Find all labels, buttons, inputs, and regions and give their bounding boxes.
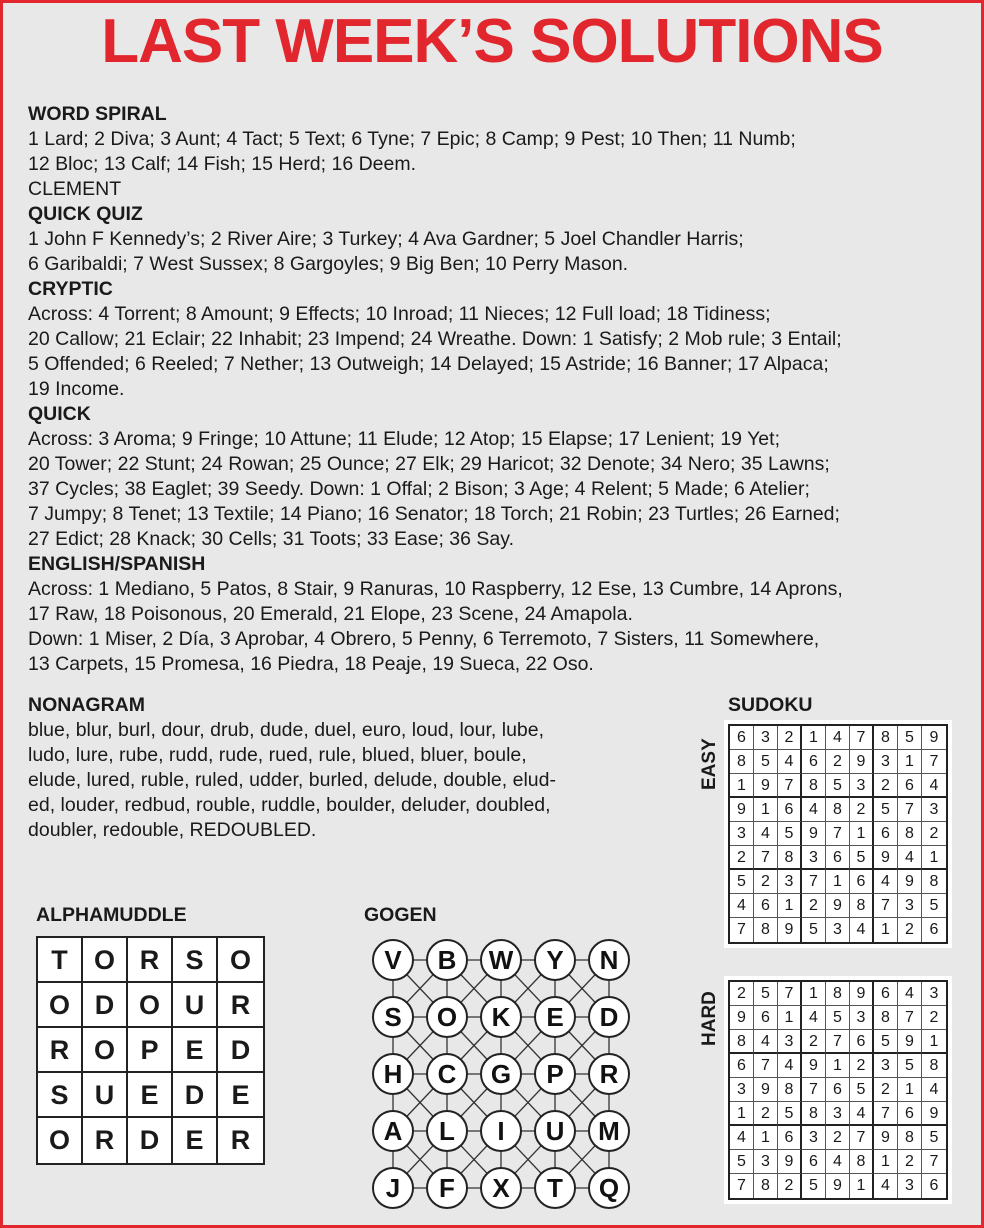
sudoku-cell: 7: [874, 894, 898, 918]
sudoku-cell: 5: [898, 726, 922, 750]
sudoku-cell: 5: [898, 1054, 922, 1078]
sudoku-cell: 6: [898, 774, 922, 798]
sudoku-cell: 9: [898, 1030, 922, 1054]
section-line: 13 Carpets, 15 Promesa, 16 Piedra, 18 Peaje, 19 Sueca, 22 Oso.: [28, 653, 594, 675]
nonagram-line: doubler, redouble, REDOUBLED.: [28, 819, 317, 841]
alphamuddle-cell: D: [83, 983, 128, 1028]
gogen-letter: S: [384, 1002, 402, 1032]
sudoku-cell: 7: [826, 822, 850, 846]
sudoku-cell: 4: [778, 1054, 802, 1078]
gogen-letter: B: [437, 945, 457, 975]
section-line: 12 Bloc; 13 Calf; 14 Fish; 15 Herd; 16 Deem.: [28, 153, 417, 175]
gogen-letter: R: [599, 1059, 619, 1089]
sudoku-cell: 8: [874, 726, 898, 750]
sudoku-cell: 3: [754, 1150, 778, 1174]
alphamuddle-cell: E: [173, 1118, 218, 1163]
gogen-letter: C: [437, 1059, 457, 1089]
section-line: 17 Raw, 18 Poisonous, 20 Emerald, 21 Elope, 23 Scene, 24 Amapola.: [28, 603, 633, 625]
sudoku-cell: 7: [802, 870, 826, 894]
alphamuddle-cell: D: [173, 1073, 218, 1118]
sudoku-cell: 3: [826, 1102, 850, 1126]
sudoku-cell: 2: [922, 822, 946, 846]
sudoku-cell: 8: [778, 1078, 802, 1102]
section-line: 1 John F Kennedy’s; 2 River Aire; 3 Turkey; 4 Ava Gardner; 5 Joel Chandler Harris;: [28, 228, 744, 250]
sudoku-cell: 5: [730, 1150, 754, 1174]
sudoku-cell: 6: [778, 1126, 802, 1150]
sudoku-cell: 9: [778, 1150, 802, 1174]
sudoku-cell: 4: [898, 846, 922, 870]
alphamuddle-cell: R: [38, 1028, 83, 1073]
sudoku-cell: 9: [922, 726, 946, 750]
sudoku-cell: 8: [850, 1150, 874, 1174]
gogen-letter: L: [439, 1116, 455, 1146]
alphamuddle-cell: O: [128, 983, 173, 1028]
sudoku-cell: 7: [922, 750, 946, 774]
sudoku-cell: 3: [778, 870, 802, 894]
sudoku-cell: 7: [826, 1030, 850, 1054]
alphamuddle-cell: O: [38, 983, 83, 1028]
sudoku-cell: 9: [898, 870, 922, 894]
alphamuddle-heading: ALPHAMUDDLE: [36, 904, 187, 926]
gogen-letter: M: [598, 1116, 620, 1146]
gogen-letter: J: [385, 1173, 401, 1203]
sudoku-cell: 6: [929, 1177, 939, 1194]
section-heading: ENGLISH/SPANISH: [28, 553, 206, 575]
sudoku-cell: 2: [826, 750, 850, 774]
sudoku-cell: 7: [730, 1174, 754, 1198]
sudoku-cell: 4: [826, 1150, 850, 1174]
sudoku-cell: 1: [922, 1030, 946, 1054]
gogen-heading: GOGEN: [364, 904, 437, 926]
sudoku-cell: 2: [826, 1126, 850, 1150]
sudoku-cell: 2: [922, 1006, 946, 1030]
sudoku-cell: 3: [850, 1006, 874, 1030]
sudoku-cell: 5: [802, 918, 826, 942]
sudoku-cell: 1: [802, 726, 826, 750]
sudoku-cell: 6: [730, 726, 754, 750]
sudoku-cell: 4: [850, 918, 874, 942]
gogen-letter: P: [546, 1059, 564, 1089]
nonagram-heading: NONAGRAM: [28, 694, 145, 716]
sudoku-cell: 4: [730, 894, 754, 918]
sudoku-cell: 6: [778, 798, 802, 822]
sudoku-cell: 8: [826, 982, 850, 1006]
sudoku-cell: 9: [850, 982, 874, 1006]
sudoku-cell: 6: [826, 1078, 850, 1102]
sudoku-cell: 4: [898, 982, 922, 1006]
sudoku-cell: 4: [874, 870, 898, 894]
sudoku-cell: 6: [929, 921, 939, 938]
sudoku-cell: 3: [730, 822, 754, 846]
section-line: Down: 1 Miser, 2 Día, 3 Aprobar, 4 Obrero, 5 Penny, 6 Terremoto, 7 Sisters, 11 Somewhere,: [28, 628, 820, 650]
sudoku-cell: 5: [802, 1174, 826, 1198]
section-line: Across: 4 Torrent; 8 Amount; 9 Effects; 10 Inroad; 11 Nieces; 12 Full load; 18 Tidiness;: [28, 303, 771, 325]
sudoku-cell: 5: [874, 798, 898, 822]
sudoku-cell: 5: [826, 774, 850, 798]
alphamuddle-cell: R: [218, 983, 263, 1028]
sudoku-cell: 2: [778, 726, 802, 750]
easy-label: EASY: [699, 738, 720, 790]
sudoku-cell: 9: [730, 1006, 754, 1030]
sudoku-cell: 4: [802, 1006, 826, 1030]
gogen-letter: F: [439, 1173, 455, 1203]
sudoku-cell: 5: [922, 894, 946, 918]
alphamuddle-cell: O: [83, 938, 128, 983]
sudoku-cell: 1: [826, 1054, 850, 1078]
sudoku-cell: 1: [874, 1150, 898, 1174]
sudoku-cell: 8: [922, 1054, 946, 1078]
alphamuddle-cell: U: [83, 1073, 128, 1118]
sudoku-cell: 6: [850, 870, 874, 894]
sudoku-cell: 7: [850, 726, 874, 750]
sudoku-cell: 6: [802, 750, 826, 774]
sudoku-cell: 3: [898, 894, 922, 918]
sudoku-cell: 6: [826, 846, 850, 870]
sudoku-cell: 3: [826, 918, 850, 942]
sudoku-cell: 1: [874, 918, 898, 942]
alphamuddle-cell: T: [38, 938, 83, 983]
gogen-letter: Y: [546, 945, 564, 975]
sudoku-cell: 6: [874, 982, 898, 1006]
gogen-letter: T: [547, 1173, 563, 1203]
sudoku-cell: 2: [850, 1054, 874, 1078]
section-heading: CRYPTIC: [28, 278, 113, 300]
sudoku-cell: 5: [874, 1030, 898, 1054]
sudoku-cell: 1: [850, 822, 874, 846]
sudoku-cell: 9: [754, 1078, 778, 1102]
nonagram-line: ed, louder, redbud, rouble, ruddle, boulder, deluder, doubled,: [28, 794, 551, 816]
gogen-letter: U: [545, 1116, 565, 1146]
sudoku-cell: 9: [874, 846, 898, 870]
sudoku-cell: 9: [874, 1126, 898, 1150]
sudoku-cell: 5: [826, 1006, 850, 1030]
page-title: LAST WEEK’S SOLUTIONS: [101, 7, 883, 76]
sudoku-cell: 2: [802, 894, 826, 918]
sudoku-cell: 6: [730, 1054, 754, 1078]
sudoku-cell: 5: [922, 1126, 946, 1150]
sudoku-cell: 8: [826, 798, 850, 822]
alphamuddle-cell: D: [218, 1028, 263, 1073]
sudoku-cell: 7: [850, 1126, 874, 1150]
sudoku-cell: 1: [826, 870, 850, 894]
gogen-letter: Q: [598, 1173, 620, 1203]
gogen-letter: I: [497, 1116, 505, 1146]
sudoku-cell: 9: [778, 918, 802, 942]
sudoku-cell: 7: [898, 798, 922, 822]
sudoku-cell: 2: [778, 1174, 802, 1198]
sudoku-cell: 1: [922, 846, 946, 870]
gogen-letter: E: [546, 1002, 564, 1032]
alphamuddle-cell: R: [230, 1125, 251, 1155]
section-line: 1 Lard; 2 Diva; 3 Aunt; 4 Tact; 5 Text; 6 Tyne; 7 Epic; 8 Camp; 9 Pest; 10 Then; 11 Numb;: [28, 128, 796, 150]
sudoku-cell: 8: [922, 870, 946, 894]
sudoku-cell: 4: [754, 822, 778, 846]
alphamuddle-cell: E: [218, 1073, 263, 1118]
alphamuddle-cell: S: [173, 938, 218, 983]
sudoku-cell: 9: [826, 1174, 850, 1198]
sudoku-cell: 7: [754, 1054, 778, 1078]
sudoku-cell: 3: [922, 798, 946, 822]
sudoku-cell: 7: [730, 918, 754, 942]
sudoku-cell: 9: [826, 894, 850, 918]
sudoku-cell: 5: [754, 750, 778, 774]
sudoku-cell: 3: [874, 1054, 898, 1078]
alphamuddle-cell: R: [128, 938, 173, 983]
sudoku-cell: 8: [778, 846, 802, 870]
sudoku-easy: [724, 720, 952, 948]
sudoku-cell: 2: [730, 846, 754, 870]
sudoku-cell: 6: [754, 894, 778, 918]
alphamuddle-cell: O: [83, 1028, 128, 1073]
sudoku-cell: 2: [874, 1078, 898, 1102]
sudoku-cell: 1: [754, 798, 778, 822]
alphamuddle-cell: O: [218, 938, 263, 983]
sudoku-hard-grid: [728, 980, 948, 1200]
section-line: 19 Income.: [28, 378, 125, 400]
section-line: 20 Callow; 21 Eclair; 22 Inhabit; 23 Impend; 24 Wreathe. Down: 1 Satisfy; 2 Mob rule; 3 Entail;: [28, 328, 842, 350]
sudoku-cell: 8: [898, 822, 922, 846]
sudoku-cell: 5: [850, 1078, 874, 1102]
sudoku-cell: 6: [898, 1102, 922, 1126]
sudoku-cell: 6: [802, 1150, 826, 1174]
gogen-letter: K: [491, 1002, 511, 1032]
sudoku-cell: 4: [826, 726, 850, 750]
sudoku-cell: 2: [754, 1102, 778, 1126]
nonagram-words: [28, 718, 648, 843]
sudoku-cell: 4: [850, 1102, 874, 1126]
alphamuddle-cell: S: [38, 1073, 83, 1118]
sudoku-cell: 9: [754, 774, 778, 798]
solutions-text: [28, 102, 968, 677]
sudoku-cell: 6: [754, 1006, 778, 1030]
sudoku-cell: 7: [778, 774, 802, 798]
sudoku-cell: 4: [754, 1030, 778, 1054]
sudoku-cell: 7: [922, 1150, 946, 1174]
sudoku-cell: 3: [850, 774, 874, 798]
sudoku-cell: 5: [778, 822, 802, 846]
sudoku-cell: 3: [898, 1174, 922, 1198]
gogen-letter: A: [383, 1116, 403, 1146]
section-line: 20 Tower; 22 Stunt; 24 Rowan; 25 Ounce; 27 Elk; 29 Haricot; 32 Denote; 34 Nero; 35 Lawns;: [28, 453, 830, 475]
sudoku-cell: 1: [802, 982, 826, 1006]
alphamuddle-cell: O: [38, 1118, 83, 1163]
sudoku-cell: 1: [778, 1006, 802, 1030]
sudoku-cell: 4: [922, 1078, 946, 1102]
sudoku-cell: 2: [874, 774, 898, 798]
sudoku-cell: 8: [802, 774, 826, 798]
gogen-letter: W: [488, 945, 514, 975]
sudoku-cell: 8: [874, 1006, 898, 1030]
sudoku-cell: 5: [754, 982, 778, 1006]
sudoku-cell: 4: [874, 1174, 898, 1198]
sudoku-cell: 1: [754, 1126, 778, 1150]
nonagram-line: elude, lured, ruble, ruled, udder, burled, delude, double, elud-: [28, 769, 556, 791]
sudoku-cell: 7: [754, 846, 778, 870]
section-line: Across: 3 Aroma; 9 Fringe; 10 Attune; 11 Elude; 12 Atop; 15 Elapse; 17 Lenient; 19 Yet;: [28, 428, 780, 450]
sudoku-cell: 9: [730, 798, 754, 822]
alphamuddle-cell: E: [128, 1073, 173, 1118]
gogen-letter: X: [492, 1173, 510, 1203]
sudoku-cell: 3: [922, 982, 946, 1006]
sudoku-cell: 8: [754, 918, 778, 942]
section-line: 5 Offended; 6 Reeled; 7 Nether; 13 Outweigh; 14 Delayed; 15 Astride; 16 Banner; 17 Alpaca;: [28, 353, 829, 375]
sudoku-cell: 2: [730, 982, 754, 1006]
hard-label: HARD: [699, 991, 720, 1046]
section-line: Across: 1 Mediano, 5 Patos, 8 Stair, 9 Ranuras, 10 Raspberry, 12 Ese, 13 Cumbre, 14 Aprons,: [28, 578, 843, 600]
alphamuddle-cell: D: [128, 1118, 173, 1163]
alphamuddle-cell: R: [83, 1118, 128, 1163]
nonagram-line: blue, blur, burl, dour, drub, dude, duel, euro, loud, lour, lube,: [28, 719, 545, 741]
gogen-letter: O: [436, 1002, 458, 1032]
sudoku-cell: 2: [850, 798, 874, 822]
sudoku-cell: 7: [874, 1102, 898, 1126]
section-heading: QUICK: [28, 403, 91, 425]
sudoku-cell: 4: [802, 798, 826, 822]
sudoku-cell: 1: [730, 774, 754, 798]
gogen-letter: V: [384, 945, 402, 975]
section-heading: QUICK QUIZ: [28, 203, 143, 225]
section-line: 6 Garibaldi; 7 West Sussex; 8 Gargoyles; 9 Big Ben; 10 Perry Mason.: [28, 253, 629, 275]
sudoku-cell: 3: [874, 750, 898, 774]
sudoku-cell: 2: [754, 870, 778, 894]
alphamuddle-cell: U: [173, 983, 218, 1028]
sudoku-cell: 4: [730, 1126, 754, 1150]
sudoku-cell: 1: [778, 894, 802, 918]
sudoku-cell: 6: [874, 822, 898, 846]
sudoku-cell: 8: [850, 894, 874, 918]
sudoku-cell: 7: [802, 1078, 826, 1102]
sudoku-cell: 1: [898, 750, 922, 774]
section-line: 7 Jumpy; 8 Tenet; 13 Textile; 14 Piano; 16 Senator; 18 Torch; 21 Robin; 23 Turtles; 26 Earned;: [28, 503, 840, 525]
sudoku-cell: 5: [850, 846, 874, 870]
sudoku-cell: 8: [730, 1030, 754, 1054]
sudoku-cell: 5: [778, 1102, 802, 1126]
gogen-grid: [364, 930, 634, 1220]
sudoku-cell: 3: [802, 1126, 826, 1150]
sudoku-easy-grid: [728, 724, 948, 944]
sudoku-cell: 9: [802, 822, 826, 846]
sudoku-cell: 9: [802, 1054, 826, 1078]
gogen-letter: G: [490, 1059, 512, 1089]
section-line: CLEMENT: [28, 178, 122, 200]
nonagram-section: [28, 693, 648, 843]
sudoku-cell: 3: [754, 726, 778, 750]
sudoku-cell: 7: [898, 1006, 922, 1030]
sudoku-cell: 3: [778, 1030, 802, 1054]
sudoku-cell: 2: [802, 1030, 826, 1054]
sudoku-cell: 4: [778, 750, 802, 774]
sudoku-cell: 3: [730, 1078, 754, 1102]
sudoku-cell: 9: [922, 1102, 946, 1126]
nonagram-line: ludo, lure, rube, rudd, rude, rued, rule, blued, bluer, boule,: [28, 744, 527, 766]
sudoku-cell: 1: [730, 1102, 754, 1126]
sudoku-cell: 3: [802, 846, 826, 870]
sudoku-cell: 1: [898, 1078, 922, 1102]
sudoku-cell: 6: [850, 1030, 874, 1054]
sudoku-hard: [724, 976, 952, 1204]
sudoku-cell: 1: [850, 1174, 874, 1198]
sudoku-cell: 8: [730, 750, 754, 774]
sudoku-cell: 8: [898, 1126, 922, 1150]
sudoku-heading: SUDOKU: [728, 694, 813, 716]
sudoku-cell: 8: [802, 1102, 826, 1126]
gogen-letter: N: [599, 945, 619, 975]
gogen-letter: H: [383, 1059, 403, 1089]
section-line: 37 Cycles; 38 Eaglet; 39 Seedy. Down: 1 Offal; 2 Bison; 3 Age; 4 Relent; 5 Made; 6 Atelier;: [28, 478, 810, 500]
sudoku-cell: 5: [730, 870, 754, 894]
sudoku-cell: 9: [850, 750, 874, 774]
sudoku-cell: 2: [898, 1150, 922, 1174]
alphamuddle-cell: E: [173, 1028, 218, 1073]
sudoku-cell: 2: [898, 918, 922, 942]
alphamuddle-grid: [36, 936, 265, 1165]
sudoku-cell: 7: [778, 982, 802, 1006]
gogen-letter: D: [599, 1002, 619, 1032]
alphamuddle-cell: P: [128, 1028, 173, 1073]
sudoku-cell: 8: [754, 1174, 778, 1198]
sudoku-cell: 4: [922, 774, 946, 798]
section-heading: WORD SPIRAL: [28, 103, 167, 125]
section-line: 27 Edict; 28 Knack; 30 Cells; 31 Toots; 33 Ease; 36 Say.: [28, 528, 514, 550]
